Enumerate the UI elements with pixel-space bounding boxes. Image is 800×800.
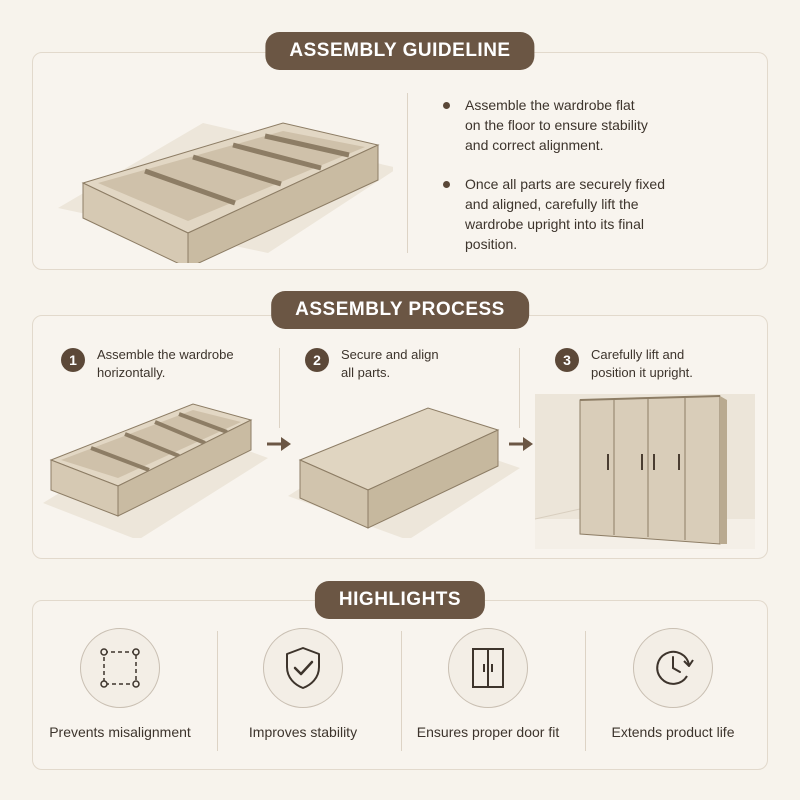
bullet-text: on the floor to ensure stability <box>465 117 648 133</box>
guideline-bullet-1 <box>465 95 648 155</box>
bullet-text: position. <box>465 236 518 252</box>
bullet-text: and aligned, carefully lift the <box>465 196 639 212</box>
process-divider-1 <box>279 348 280 428</box>
step-1-number: 1 <box>61 348 85 372</box>
highlights-title: HIGHLIGHTS <box>315 581 485 619</box>
guideline-bullet-2 <box>465 174 665 254</box>
guideline-title: ASSEMBLY GUIDELINE <box>265 32 534 70</box>
closed-panel-illustration <box>288 398 523 538</box>
open-frame-illustration <box>43 398 273 538</box>
flat-wardrobe-illustration <box>53 83 393 263</box>
bullet-dot <box>443 181 450 188</box>
guideline-panel <box>32 52 768 270</box>
step-3-text: Carefully lift and position it upright. <box>591 347 693 380</box>
highlight-divider-3 <box>585 631 586 751</box>
step-2-number: 2 <box>305 348 329 372</box>
highlights-panel <box>32 600 768 770</box>
bullet-dot <box>443 102 450 109</box>
arrow-right-icon <box>507 434 535 454</box>
highlight-1-label: Prevents misalignment <box>49 724 191 740</box>
guideline-divider <box>407 93 408 253</box>
clock-refresh-icon <box>651 645 697 691</box>
bullet-text: and correct alignment. <box>465 137 604 153</box>
step-3-number: 3 <box>555 348 579 372</box>
bullet-text: wardrobe upright into its final <box>465 216 644 232</box>
process-panel <box>32 315 768 559</box>
step-1-text: Assemble the wardrobe horizontally. <box>97 347 234 380</box>
step-2-text: Secure and align all parts. <box>341 347 439 380</box>
shield-check-icon <box>281 645 325 691</box>
frame-corners-icon <box>98 646 142 690</box>
process-divider-2 <box>519 348 520 428</box>
wardrobe-doors-icon <box>466 645 510 691</box>
bullet-text: Assemble the wardrobe flat <box>465 97 635 113</box>
process-title: ASSEMBLY PROCESS <box>271 291 529 329</box>
upright-wardrobe-illustration <box>535 394 755 549</box>
highlight-4-label: Extends product life <box>611 724 735 740</box>
highlight-divider-2 <box>401 631 402 751</box>
highlight-2-label: Improves stability <box>248 724 358 740</box>
highlight-3-label: Ensures proper door fit <box>416 724 560 740</box>
bullet-text: Once all parts are securely fixed <box>465 176 665 192</box>
